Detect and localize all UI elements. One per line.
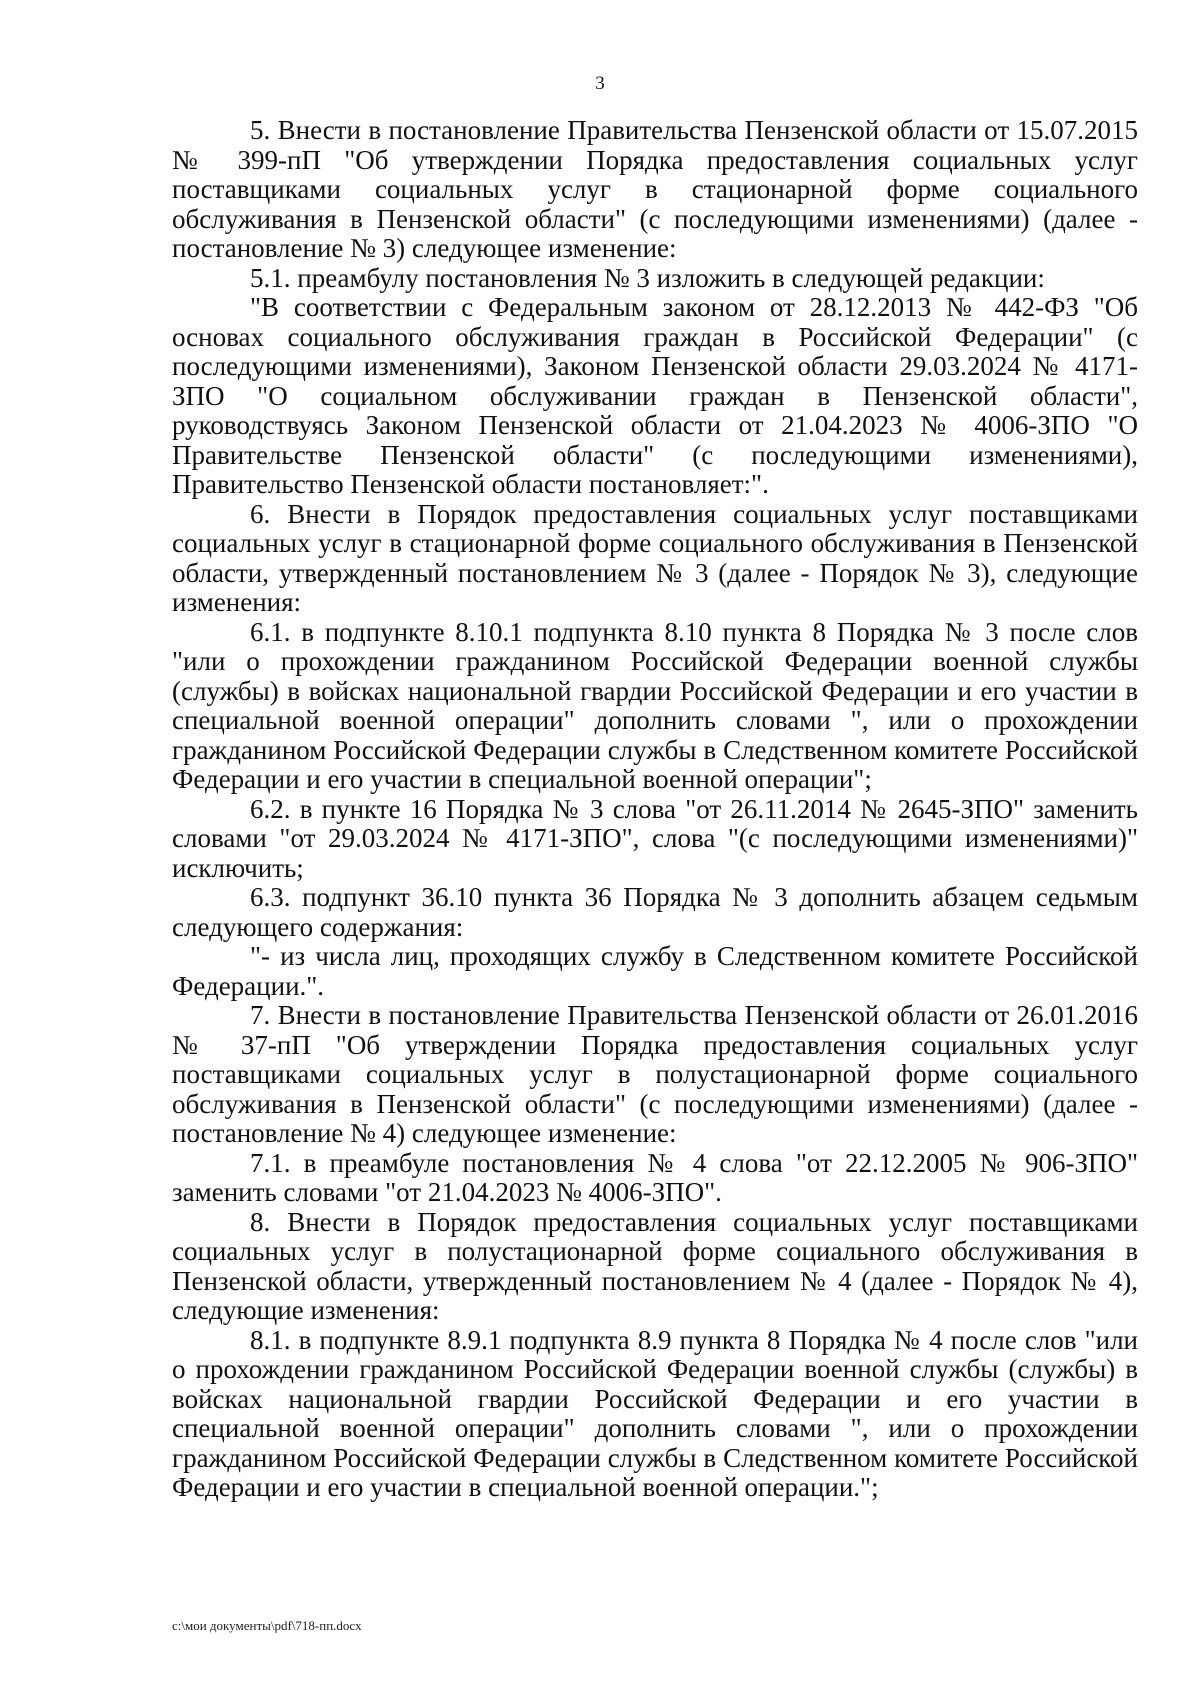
paragraph-6-1: 6.1. в подпункте 8.10.1 подпункта 8.10 пункта 8 Порядка № 3 после слов "или о прохождении гражданином Российской Федерации военной службы (службы) в войсках национальной гвардии Российской Федерации и его участии в специальной военной операции" дополнить словами ", или о прохождении гражданином Российской Федерации службы в Следственном комитете Российской Федерации и его участии в специальной военной операции"; — [172, 616, 1138, 794]
paragraph-8-1: 8.1. в подпункте 8.9.1 подпункта 8.9 пункта 8 Порядка № 4 после слов "или о прохождении гражданином Российской Федерации военной службы (службы) в войсках национальной гвардии Российской Федерации и его участии в специальной военной операции" дополнить словами ", или о прохождении гражданином Российской Федерации службы в Следственном комитете Российской Федерации и его участии в специальной военной операции."; — [172, 1324, 1138, 1502]
paragraph-8: 8. Внести в Порядок предоставления социальных услуг поставщиками социальных услуг в полустационарной форме социального обслуживания в Пензенской области, утвержденный постановлением № 4 (далее - Порядок № 4), следующие изменения: — [172, 1206, 1138, 1325]
paragraph-preamble-quote: "В соответствии с Федеральным законом от 28.12.2013 № 442-ФЗ "Об основах социального обслуживания граждан в Российской Федерации" (с последующими изменениями), Законом Пензенской области 29.03.2024 № 4171-ЗПО "О социальном обслуживании граждан в Пензенской области", руководствуясь Законом Пензенской области от 21.04.2023 № 4006-ЗПО "О Правительстве Пензенской области" (с последующими изменениями), Правительство Пензенской области постановляет:". — [172, 292, 1138, 499]
paragraph-6-3: 6.3. подпункт 36.10 пункта 36 Порядка № 3 дополнить абзацем седьмым следующего содержания: — [172, 882, 1138, 942]
paragraph-6-2: 6.2. в пункте 16 Порядка № 3 слова "от 26.11.2014 № 2645-ЗПО" заменить словами "от 29.03.2024 № 4171-ЗПО", слова "(с последующими изменениями)" исключить; — [172, 793, 1138, 883]
page-number: 3 — [595, 73, 605, 94]
paragraph-7: 7. Внести в постановление Правительства Пензенской области от 26.01.2016 № 37-пП "Об утверждении Порядка предоставления социальных услуг поставщиками социальных услуг в полустационарной форме социального обслуживания в Пензенской области" (с последующими изменениями) (далее - постановление № 4) следующее изменение: — [172, 1000, 1138, 1148]
paragraph-6-3-quote: "- из числа лиц, проходящих службу в Следственном комитете Российской Федерации.". — [172, 941, 1138, 1001]
paragraph-6: 6. Внести в Порядок предоставления социальных услуг поставщиками социальных услуг в стационарной форме социального обслуживания в Пензенской области, утвержденный постановлением № 3 (далее - Порядок № 3), следующие изменения: — [172, 498, 1138, 617]
paragraph-5-1: 5.1. преамбулу постановления № 3 изложить в следующей редакции: — [250, 262, 1045, 293]
paragraph-5: 5. Внести в постановление Правительства Пензенской области от 15.07.2015 № 399-пП "Об утверждении Порядка предоставления социальных услуг поставщиками социальных услуг в стационарной форме социального обслуживания в Пензенской области" (с последующими изменениями) (далее - постановление № 3) следующее изменение: — [172, 115, 1138, 263]
paragraph-7-1: 7.1. в преамбуле постановления № 4 слова "от 22.12.2005 № 906-ЗПО" заменить словами "от 21.04.2023 № 4006-ЗПО". — [172, 1147, 1138, 1207]
document-body — [172, 116, 1138, 1503]
footer-file-path: c:\мои документы\pdf\718-пп.docx — [172, 1618, 362, 1633]
